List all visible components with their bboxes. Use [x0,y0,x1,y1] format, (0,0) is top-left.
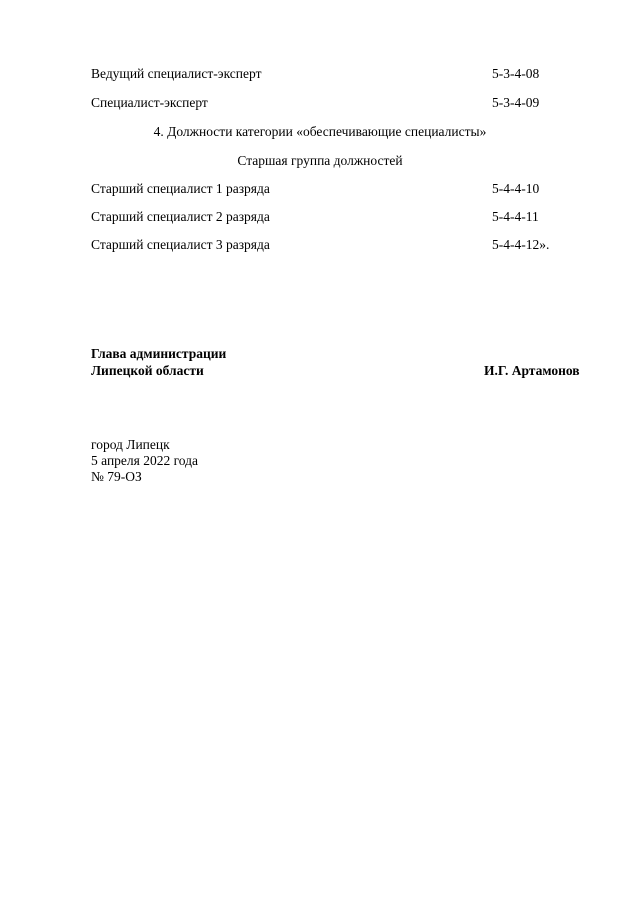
section-heading: 4. Должности категории «обеспечивающие специалисты» [153,124,487,139]
position-name: Старший специалист 1 разряда [91,181,270,196]
position-code: 5-3-4-08 [492,66,540,81]
position-name: Старший специалист 3 разряда [91,237,270,252]
position-name: Специалист-эксперт [91,95,208,110]
signatory-title-line1: Глава администрации [91,346,227,361]
position-code: 5-4-4-12». [492,237,550,252]
position-code: 5-4-4-11 [492,209,539,224]
position-name: Ведущий специалист-эксперт [91,66,262,81]
position-code: 5-4-4-10 [492,181,540,196]
position-name: Старший специалист 2 разряда [91,209,270,224]
group-heading: Старшая группа должностей [237,153,403,168]
signing-date: 5 апреля 2022 года [91,453,199,468]
signing-city: город Липецк [91,437,170,452]
law-number: № 79-ОЗ [91,469,142,484]
position-code: 5-3-4-09 [492,95,540,110]
signatory-name: И.Г. Артамонов [484,363,580,378]
signatory-title-line2: Липецкой области [91,363,204,378]
